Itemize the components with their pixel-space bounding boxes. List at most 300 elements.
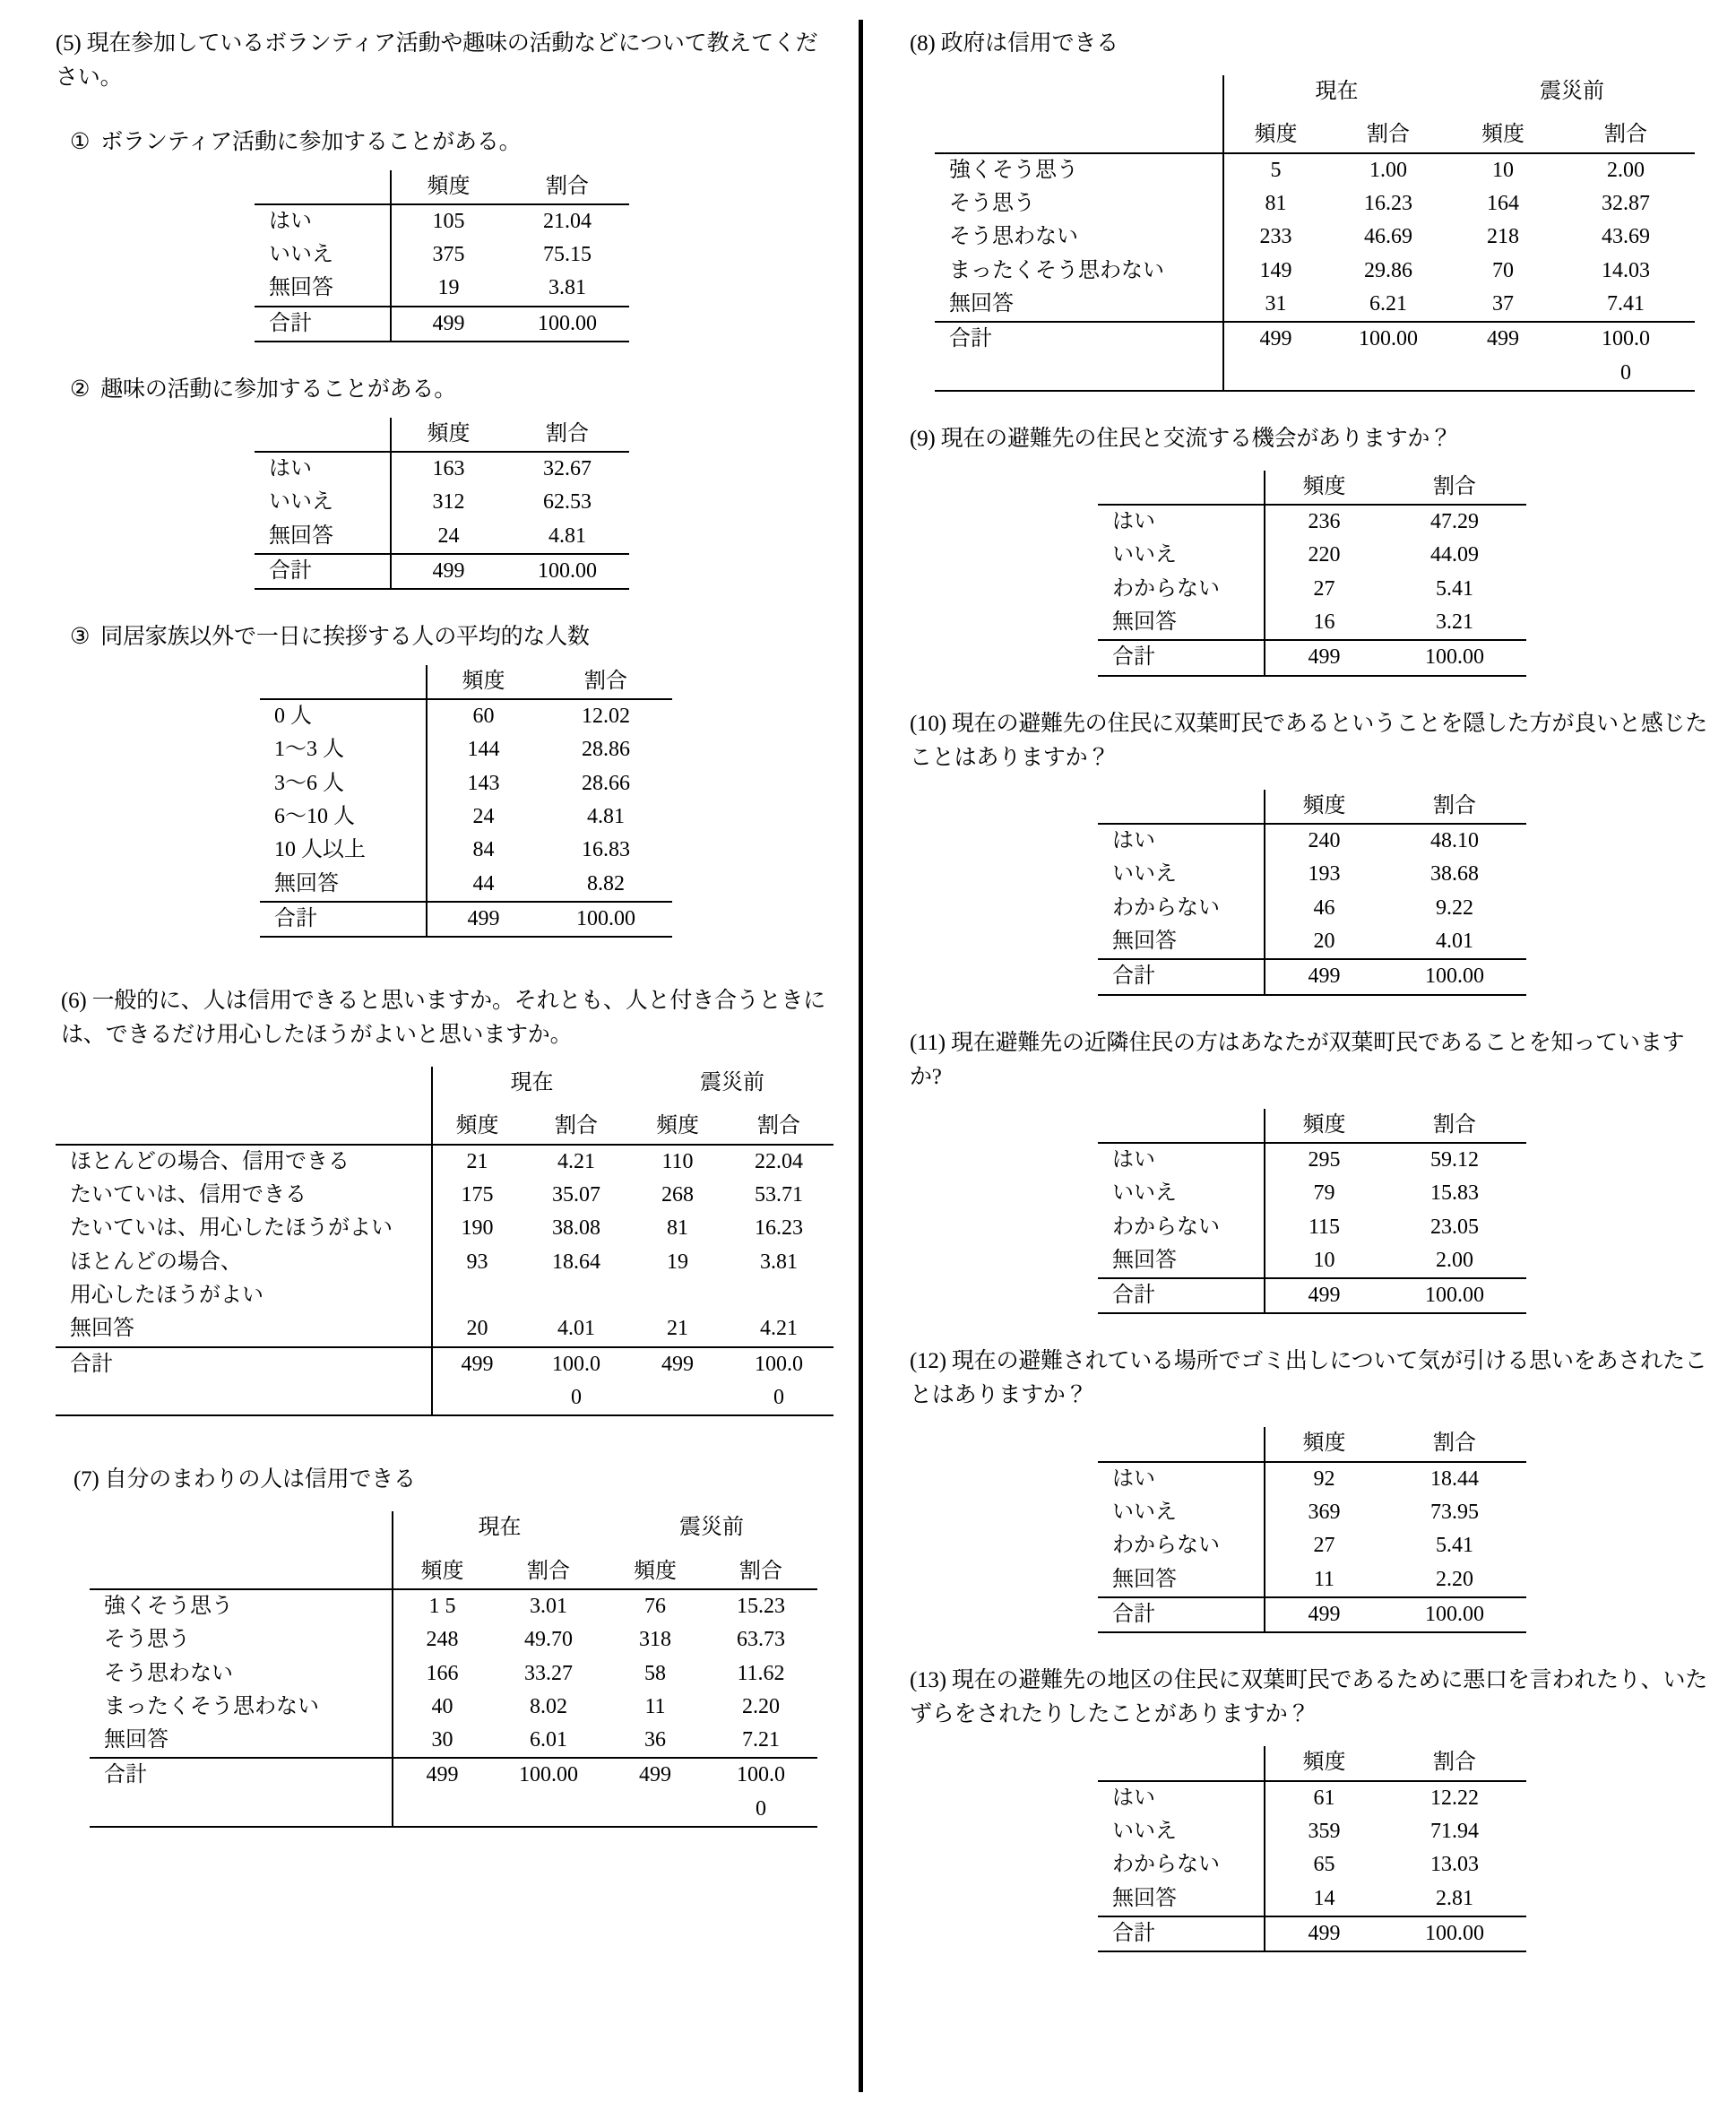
table-row <box>1098 892 1526 925</box>
row-before-ratio: 53.71 <box>755 1183 803 1207</box>
total-before-ratio-line2: 0 <box>724 1381 833 1415</box>
row-freq: 312 <box>432 490 465 515</box>
row-freq: 27 <box>1313 576 1335 601</box>
group-header-before: 震災前 <box>1540 80 1604 103</box>
question-5-number: (5) <box>56 31 82 56</box>
header-blank <box>90 1555 393 1589</box>
table-row <box>1098 925 1526 959</box>
row-now-freq: 40 <box>431 1694 453 1718</box>
header-before-ratio: 割合 <box>704 1555 817 1589</box>
row-label: いいえ <box>1098 1496 1265 1529</box>
question-8-heading <box>910 27 1709 61</box>
row-label: 無回答 <box>260 868 427 902</box>
row-label: はい <box>1098 824 1265 858</box>
table-header-row <box>260 665 672 699</box>
table-total-row <box>1098 1597 1526 1632</box>
header-ratio: 割合 <box>505 418 629 452</box>
table-header-row <box>1098 1427 1526 1461</box>
total-before-freq: 499 <box>661 1352 694 1376</box>
row-before-freq: 58 <box>644 1661 666 1685</box>
row-before-ratio: 7.21 <box>704 1724 817 1758</box>
group-header-before: 震災前 <box>679 1516 744 1540</box>
row-now-freq: 21 <box>466 1149 488 1173</box>
table-row <box>260 800 672 834</box>
group-header-now: 現在 <box>478 1516 522 1540</box>
row-freq: 19 <box>391 272 505 306</box>
table-header-row <box>56 1110 833 1144</box>
row-label: 0 人 <box>260 699 427 733</box>
row-freq: 44 <box>427 868 540 902</box>
row-label: はい <box>1098 505 1265 539</box>
total-label: 合計 <box>255 554 391 589</box>
table-row <box>90 1657 817 1691</box>
header-now-freq: 頻度 <box>432 1110 522 1144</box>
total-label-empty <box>90 1793 393 1827</box>
row-now-ratio: 49.70 <box>524 1628 573 1652</box>
table-subquestion-3 <box>260 665 672 939</box>
table-row <box>1098 1529 1526 1562</box>
row-freq: 46 <box>1313 895 1335 920</box>
table-row <box>1098 1815 1526 1848</box>
header-ratio: 割合 <box>1383 790 1526 824</box>
table-total-row-continuation <box>90 1793 817 1827</box>
question-6-number: (6) <box>61 989 87 1014</box>
table-row <box>935 153 1695 187</box>
total-before-freq-empty <box>631 1381 724 1415</box>
row-now-ratio: 16.23 <box>1364 191 1412 215</box>
row-freq: 14 <box>1265 1882 1383 1916</box>
subquestion-3-marker: ③ <box>70 625 91 650</box>
header-blank <box>255 418 391 452</box>
row-now-freq: 20 <box>432 1312 522 1346</box>
row-before-freq: 164 <box>1487 191 1519 215</box>
row-freq: 236 <box>1308 510 1341 534</box>
row-ratio: 5.41 <box>1436 576 1473 601</box>
total-ratio: 100.00 <box>1383 1278 1526 1313</box>
total-now-ratio-empty <box>491 1793 606 1827</box>
header-ratio: 割合 <box>1383 1746 1526 1780</box>
question-11-number: (11) <box>910 1030 946 1055</box>
header-blank <box>56 1067 432 1110</box>
row-ratio: 48.10 <box>1430 829 1479 852</box>
total-now-ratio: 100.00 <box>1359 327 1418 351</box>
row-label: いいえ <box>1098 1177 1265 1210</box>
row-ratio: 3.21 <box>1383 606 1526 640</box>
table-question-13 <box>1098 1746 1526 1952</box>
table-row-continuation <box>56 1279 833 1312</box>
row-label: 無回答 <box>1098 925 1265 959</box>
table-row <box>90 1589 817 1623</box>
table-row <box>56 1179 833 1212</box>
row-before-freq-empty <box>631 1279 724 1312</box>
row-label: 無回答 <box>255 272 391 306</box>
header-now-ratio: 割合 <box>1327 118 1449 152</box>
row-label: わからない <box>1098 1211 1265 1244</box>
question-7-heading <box>56 1463 832 1497</box>
row-now-ratio: 18.64 <box>552 1250 600 1274</box>
total-freq: 499 <box>1265 640 1383 675</box>
total-ratio: 100.00 <box>1383 1916 1526 1951</box>
question-10-heading <box>910 707 1709 775</box>
header-blank <box>935 118 1223 152</box>
row-label: 6〜10 人 <box>260 800 427 834</box>
header-now-freq: 頻度 <box>1223 118 1327 152</box>
header-now-freq: 頻度 <box>393 1555 491 1589</box>
row-ratio: 5.41 <box>1436 1534 1473 1558</box>
row-ratio: 73.95 <box>1430 1501 1479 1525</box>
table-row <box>56 1246 833 1279</box>
row-label: そう思う <box>90 1623 393 1657</box>
header-ratio: 割合 <box>540 665 672 699</box>
table-question-11 <box>1098 1109 1526 1315</box>
table-row <box>1098 1143 1526 1177</box>
row-label: 無回答 <box>935 288 1223 322</box>
right-column <box>863 0 1736 1952</box>
table-row <box>56 1312 833 1346</box>
row-now-ratio: 4.01 <box>522 1312 631 1346</box>
group-header-now: 現在 <box>1315 80 1359 103</box>
header-before-ratio: 割合 <box>724 1110 833 1144</box>
table-header-row <box>90 1555 817 1589</box>
total-label: 合計 <box>56 1347 432 1381</box>
row-now-ratio: 29.86 <box>1364 258 1412 282</box>
table-question-6 <box>56 1067 833 1416</box>
row-freq: 143 <box>467 771 500 795</box>
total-before-freq-empty <box>1449 357 1557 391</box>
header-blank <box>1098 1427 1265 1461</box>
row-label: わからない <box>1098 573 1265 606</box>
table-group-header-row <box>56 1067 833 1110</box>
row-label: いいえ <box>255 238 391 272</box>
row-before-freq: 81 <box>667 1216 688 1241</box>
row-before-freq: 70 <box>1492 258 1514 282</box>
subquestion-3-heading <box>56 620 832 654</box>
row-now-freq: 31 <box>1223 288 1327 322</box>
table-row <box>1098 505 1526 539</box>
question-13-text: 現在の避難先の地区の住民に双葉町民であるために悪口を言われたり、いたずらをされたりしたことがありますか？ <box>910 1668 1708 1727</box>
row-freq: 84 <box>472 838 495 862</box>
question-12-heading <box>910 1345 1709 1413</box>
row-now-ratio-empty <box>522 1279 631 1312</box>
question-13-heading <box>910 1664 1709 1732</box>
table-row <box>1098 1244 1526 1278</box>
total-label: 合計 <box>935 322 1223 356</box>
total-label: 合計 <box>90 1758 393 1792</box>
row-label: そう思わない <box>935 221 1223 254</box>
row-before-ratio: 43.69 <box>1602 225 1650 249</box>
row-now-freq: 30 <box>393 1724 491 1758</box>
row-ratio: 28.86 <box>582 738 630 762</box>
table-row <box>255 238 629 272</box>
table-row <box>260 767 672 800</box>
table-row <box>935 288 1695 322</box>
row-ratio: 4.81 <box>587 804 625 828</box>
row-before-freq: 21 <box>631 1312 724 1346</box>
row-ratio: 47.29 <box>1430 510 1479 534</box>
table-row <box>1098 1882 1526 1916</box>
row-label-line2: 用心したほうがよい <box>56 1279 432 1312</box>
table-question-9 <box>1098 471 1526 677</box>
table-row <box>935 187 1695 221</box>
row-now-freq: 248 <box>426 1628 459 1652</box>
table-row <box>56 1145 833 1179</box>
header-blank <box>1098 471 1265 505</box>
table-total-row-continuation <box>935 357 1695 391</box>
table-subquestion-1 <box>255 170 629 343</box>
row-before-ratio: 16.23 <box>755 1216 803 1241</box>
row-before-ratio: 22.04 <box>755 1149 803 1173</box>
row-ratio: 38.68 <box>1430 862 1479 887</box>
table-row <box>1098 539 1526 572</box>
total-label: 合計 <box>1098 1916 1265 1951</box>
table-question-10 <box>1098 790 1526 996</box>
table-header-row <box>255 170 629 204</box>
total-now-freq-empty <box>393 1793 491 1827</box>
row-before-freq: 36 <box>606 1724 704 1758</box>
row-freq: 11 <box>1265 1563 1383 1597</box>
table-row <box>260 699 672 733</box>
row-freq: 240 <box>1308 829 1341 852</box>
left-column <box>0 0 859 1828</box>
table-row <box>1098 858 1526 891</box>
header-freq: 頻度 <box>1265 1109 1383 1143</box>
row-now-freq: 81 <box>1265 191 1287 215</box>
row-now-ratio: 4.21 <box>557 1149 595 1173</box>
row-freq: 60 <box>472 704 495 728</box>
total-freq: 499 <box>391 554 505 589</box>
total-ratio: 100.00 <box>1383 1597 1526 1632</box>
row-now-ratio: 38.08 <box>552 1216 600 1241</box>
table-row <box>255 486 629 519</box>
header-ratio: 割合 <box>505 170 629 204</box>
total-now-ratio-line1: 100.0 <box>552 1352 600 1376</box>
row-freq: 20 <box>1265 925 1383 959</box>
row-ratio: 2.20 <box>1383 1563 1526 1597</box>
total-ratio: 100.00 <box>540 902 672 937</box>
question-11-text: 現在避難先の近隣住民の方はあなたが双葉町民であることを知っていますか? <box>910 1030 1685 1089</box>
row-before-ratio: 14.03 <box>1602 258 1650 282</box>
row-before-ratio: 15.23 <box>737 1594 785 1618</box>
row-before-ratio: 7.41 <box>1557 288 1695 322</box>
header-ratio: 割合 <box>1383 1109 1526 1143</box>
row-freq: 24 <box>391 520 505 554</box>
question-7-text: 自分のまわりの人は信用できる <box>104 1467 416 1492</box>
total-now-ratio: 100.00 <box>519 1763 578 1787</box>
row-before-ratio: 2.20 <box>742 1694 780 1718</box>
table-group-header-row <box>90 1511 817 1554</box>
row-label: 3〜6 人 <box>260 767 427 800</box>
row-ratio: 9.22 <box>1436 895 1473 920</box>
row-label: まったくそう思わない <box>935 255 1223 288</box>
row-label: わからない <box>1098 1529 1265 1562</box>
table-question-8 <box>935 75 1695 392</box>
table-total-row <box>260 902 672 937</box>
table-total-row <box>1098 1278 1526 1313</box>
row-before-ratio: 2.00 <box>1607 158 1645 182</box>
row-freq: 10 <box>1265 1244 1383 1278</box>
row-freq: 24 <box>472 804 495 828</box>
row-label: 強くそう思う <box>90 1589 393 1623</box>
table-row <box>90 1724 817 1758</box>
row-label: まったくそう思わない <box>90 1691 393 1724</box>
row-freq: 220 <box>1308 543 1341 567</box>
row-now-ratio: 33.27 <box>524 1661 573 1685</box>
total-before-ratio-line2: 0 <box>1557 357 1695 391</box>
header-before-freq: 頻度 <box>606 1555 704 1589</box>
subquestion-2-heading <box>56 373 832 407</box>
table-row <box>255 520 629 554</box>
question-7-number: (7) <box>73 1467 99 1492</box>
header-before-freq: 頻度 <box>631 1110 724 1144</box>
row-ratio: 2.81 <box>1383 1882 1526 1916</box>
header-blank <box>935 75 1223 118</box>
row-label: 無回答 <box>56 1312 432 1346</box>
header-now-ratio: 割合 <box>522 1110 631 1144</box>
row-ratio: 4.01 <box>1383 925 1526 959</box>
total-now-freq-empty <box>432 1381 522 1415</box>
total-ratio: 100.00 <box>1383 640 1526 675</box>
total-label: 合計 <box>1098 959 1265 994</box>
question-6-heading <box>56 984 832 1052</box>
row-now-ratio: 35.07 <box>552 1183 600 1207</box>
row-ratio: 23.05 <box>1430 1215 1479 1239</box>
total-label: 合計 <box>1098 1597 1265 1632</box>
row-label: いいえ <box>1098 1815 1265 1848</box>
row-freq: 375 <box>432 243 465 267</box>
row-label: わからない <box>1098 1848 1265 1881</box>
row-now-ratio: 8.02 <box>530 1694 567 1718</box>
row-now-ratio: 6.21 <box>1327 288 1449 322</box>
row-before-freq: 19 <box>667 1250 688 1274</box>
row-label: いいえ <box>255 486 391 519</box>
table-row <box>1098 1848 1526 1881</box>
total-label: 合計 <box>260 902 427 937</box>
table-row <box>1098 1211 1526 1244</box>
row-label: たいていは、信用できる <box>56 1179 432 1212</box>
row-before-freq: 218 <box>1487 225 1519 249</box>
table-question-12 <box>1098 1427 1526 1633</box>
question-8-number: (8) <box>910 31 936 56</box>
row-before-ratio: 11.62 <box>737 1661 785 1685</box>
header-blank <box>255 170 391 204</box>
row-freq: 163 <box>432 456 465 480</box>
total-label: 合計 <box>255 307 391 342</box>
table-row <box>1098 606 1526 640</box>
header-blank <box>1098 790 1265 824</box>
row-ratio: 62.53 <box>543 490 592 515</box>
row-before-ratio: 32.87 <box>1602 191 1650 215</box>
table-header-row <box>1098 1746 1526 1780</box>
row-label: 無回答 <box>1098 1563 1265 1597</box>
header-freq: 頻度 <box>391 418 505 452</box>
table-total-row <box>90 1758 817 1792</box>
row-now-freq: 166 <box>426 1661 459 1685</box>
row-freq: 61 <box>1313 1786 1335 1810</box>
subquestion-1-heading <box>56 125 832 160</box>
question-9-heading <box>910 422 1709 456</box>
row-freq: 144 <box>467 738 500 762</box>
row-before-ratio-empty <box>724 1279 833 1312</box>
row-ratio: 75.15 <box>543 243 592 267</box>
table-row <box>56 1212 833 1245</box>
row-ratio: 71.94 <box>1430 1819 1479 1843</box>
row-ratio: 28.66 <box>582 771 630 795</box>
row-before-ratio: 4.21 <box>724 1312 833 1346</box>
header-freq: 頻度 <box>1265 471 1383 505</box>
row-ratio: 12.22 <box>1430 1786 1479 1810</box>
row-ratio: 59.12 <box>1430 1147 1479 1172</box>
total-label: 合計 <box>1098 1278 1265 1313</box>
table-row <box>255 204 629 238</box>
total-before-freq: 499 <box>639 1763 671 1787</box>
row-freq: 65 <box>1313 1853 1335 1877</box>
row-label: はい <box>255 204 391 238</box>
total-label-empty <box>935 357 1223 391</box>
subquestion-2-text: 趣味の活動に参加することがある。 <box>100 377 457 402</box>
row-now-freq: 149 <box>1259 258 1292 282</box>
row-label: いいえ <box>1098 858 1265 891</box>
header-freq: 頻度 <box>1265 790 1383 824</box>
header-now-ratio: 割合 <box>491 1555 606 1589</box>
total-freq: 499 <box>1265 1278 1383 1313</box>
question-11-heading <box>910 1026 1709 1094</box>
question-9-number: (9) <box>910 426 936 451</box>
row-ratio: 2.00 <box>1383 1244 1526 1278</box>
row-label: はい <box>1098 1462 1265 1496</box>
row-before-freq: 10 <box>1492 158 1514 182</box>
row-before-freq: 318 <box>639 1628 671 1652</box>
table-row <box>1098 1563 1526 1597</box>
total-ratio: 100.00 <box>1383 959 1526 994</box>
total-before-freq: 499 <box>1487 327 1519 351</box>
row-label: そう思わない <box>90 1657 393 1691</box>
row-label: 無回答 <box>90 1724 393 1758</box>
row-before-freq: 11 <box>644 1694 666 1718</box>
table-header-row <box>1098 790 1526 824</box>
table-row <box>260 868 672 902</box>
table-question-7 <box>90 1511 817 1828</box>
total-now-ratio-empty <box>1327 357 1449 391</box>
table-row <box>255 272 629 306</box>
total-ratio: 100.00 <box>505 554 629 589</box>
header-freq: 頻度 <box>1265 1427 1383 1461</box>
row-now-freq: 190 <box>461 1216 494 1241</box>
table-total-row-continuation <box>56 1381 833 1415</box>
row-freq: 115 <box>1308 1215 1341 1239</box>
total-now-freq: 499 <box>1259 327 1292 351</box>
row-label: いいえ <box>1098 539 1265 572</box>
table-row <box>935 221 1695 254</box>
row-freq: 193 <box>1308 862 1341 887</box>
group-header-now: 現在 <box>510 1071 554 1095</box>
row-ratio: 16.83 <box>582 838 630 862</box>
row-ratio: 15.83 <box>1430 1181 1479 1206</box>
row-ratio: 32.67 <box>543 456 592 480</box>
group-header-before: 震災前 <box>700 1071 764 1095</box>
row-freq: 27 <box>1313 1534 1335 1558</box>
total-now-freq-empty <box>1223 357 1327 391</box>
table-row <box>1098 824 1526 858</box>
row-label: はい <box>1098 1781 1265 1815</box>
row-before-freq: 110 <box>661 1149 694 1173</box>
table-row <box>1098 573 1526 606</box>
row-freq: 105 <box>432 209 465 233</box>
row-ratio: 3.81 <box>505 272 629 306</box>
total-freq: 499 <box>1265 1597 1383 1632</box>
question-6-text: 一般的に、人は信用できると思いますか。それとも、人と付き合うときには、できるだけ用心したほうがよいと思いますか。 <box>61 989 825 1048</box>
header-freq: 頻度 <box>427 665 540 699</box>
table-row <box>90 1623 817 1657</box>
